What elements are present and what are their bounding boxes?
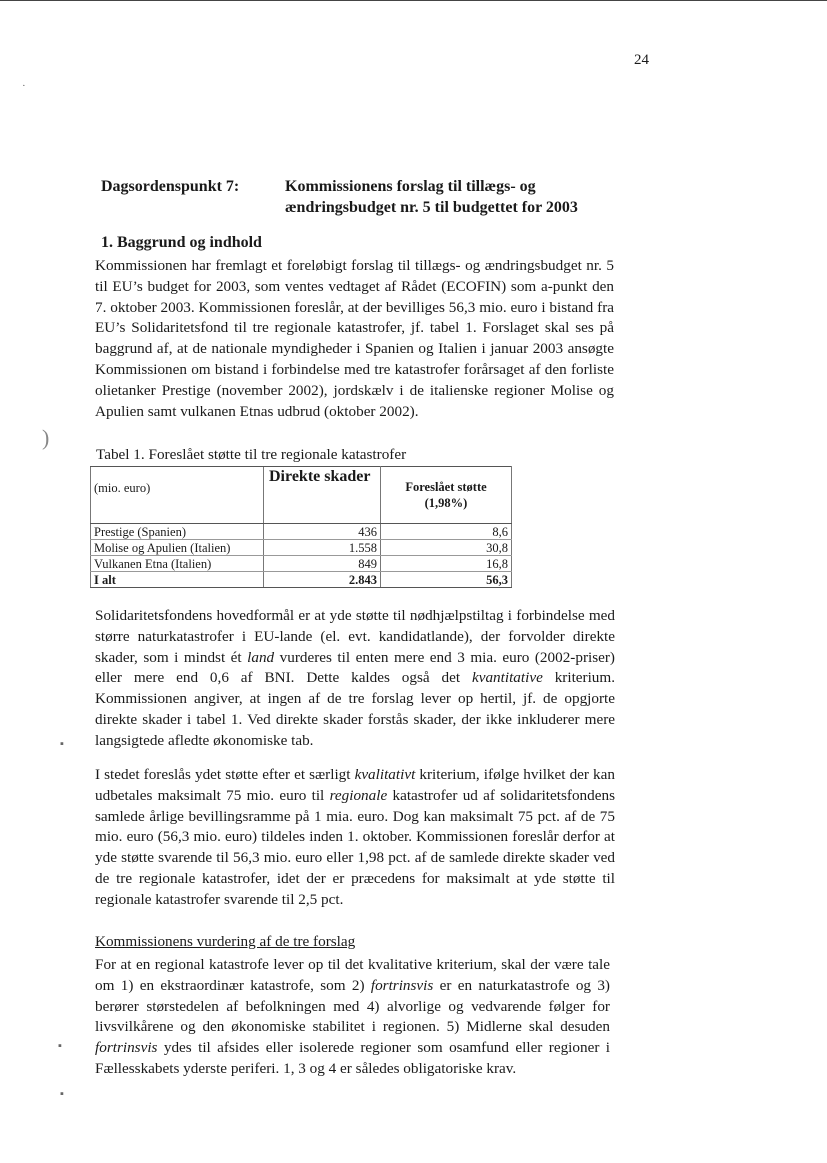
scan-artifact-bracket: ) (42, 425, 50, 450)
header-direct-damages: Direkte skader (269, 468, 371, 485)
header-direct-cell (264, 467, 381, 524)
table-row (91, 556, 512, 572)
header-support-cell (381, 467, 512, 524)
row-support: 16,8 (381, 556, 512, 572)
text-run: I stedet foreslås ydet støtte efter et særligt (95, 766, 355, 783)
table-header-row (91, 467, 512, 524)
header-unit-cell (91, 467, 264, 524)
row-label: Prestige (Spanien) (91, 524, 264, 540)
paragraph-main-purpose (95, 606, 615, 752)
agenda-title: Kommissionens forslag til tillægs- og ændringsbudget nr. 5 til budgettet for 2003 (285, 178, 578, 216)
emphasis-quantitative: kvantitative (471, 669, 543, 687)
row-direct: 436 (264, 524, 381, 540)
subsection-heading-assessment: Kommissionens vurdering af de tre forslag (95, 933, 356, 950)
emphasis-qualitative: kvalitativt (354, 766, 416, 783)
text-run: er en naturkatastrofe og 3) berører størstedelen af befolkningen med 4) alvorlige og vedvarende følger for livsvilkårene og den økonomiske stabilitet i regionen. 5) Midlerne skal desuden (95, 976, 610, 1036)
scan-artifact-mark: ▪ (60, 1088, 64, 1100)
row-label: Molise og Apulien (Italien) (91, 540, 264, 556)
row-label: Vulkanen Etna (Italien) (91, 556, 264, 572)
scan-artifact-mark: ▪ (58, 1040, 62, 1052)
paragraph-qualitative-criterion (95, 765, 615, 911)
emphasis-land: land (247, 648, 275, 666)
top-rule (0, 0, 827, 1)
support-table (90, 466, 512, 588)
agenda-label: Dagsordenspunkt 7: (101, 178, 240, 195)
text-run: ydes til afsides eller isolerede regioner som osamfund eller regioner i Fællesskabets yderste periferi. 1, 3 og 4 er således obligatoriske krav. (95, 1039, 610, 1077)
emphasis-regional: regionale (329, 786, 388, 804)
header-unit: (mio. euro) (94, 481, 151, 495)
text-run: katastrofer ud af solidaritetsfondens samlede årlige bevillingsramme på 1 mia. euro. Dog kan maksimalt 75 pct. af de 75 mio. euro (56,3 mio. euro) tildeles inden 1. oktober. Kommissionen foreslår derfor at yde støtte svarende til 56,3 mio. euro eller 1,98 pct. af de samlede direkte skader ved de tre regionale katastrofer, idet der er præcedens for maksimalt at yde støtte til regionale katastrofer svarende til 2,5 pct. (95, 786, 615, 908)
emphasis-preferably: fortrinsvis (95, 1039, 158, 1057)
table-row (91, 540, 512, 556)
paragraph-background: Kommissionen har fremlagt et foreløbigt forslag til tillægs- og ændringsbudget nr. 5 til EU’s budget for 2003, som ventes vedtaget af Rådet (ECOFIN) som a-punkt den 7. oktober 2003. Kommissionen foreslår, at der bevilliges 56,3 mio. euro i bistand fra EU’s Solidaritetsfond til tre regionale katastrofer, jf. tabel 1. Forslaget skal ses på baggrund af, at de nationale myndigheder i Spanien og Italien i januar 2003 ansøgte Kommissionen om bistand i forbindelse med tre katastrofer forårsaget af den forliste olietanker Prestige (november 2002), jordskælv i de italienske regioner Molise og Apulien samt vulkanen Etnas udbrud (oktober 2002). (95, 257, 614, 420)
scan-artifact-mark: · (22, 80, 26, 92)
text-run: Solidaritetsfondens hovedformål er at yde støtte til nødhjælpstiltag i forbindelse med større naturkatastrofer i EU-lande (el. evt. kandidatlande), der forvolder direkte skader, som i mindst ét (95, 607, 615, 666)
emphasis-preferably: fortrinsvis (370, 976, 434, 994)
scan-artifact-mark: ▪ (60, 738, 64, 750)
total-direct: 2.843 (264, 572, 381, 588)
text-run: For at en regional katastrofe lever op til det kvalitative kriterium, skal der være tale om 1) en ekstraordinær katastrofe, som 2) (95, 956, 610, 994)
text-run: vurderes til enten mere end 3 mia. euro (2002-priser) eller mere end 0,6 af BNI. Dette kaldes også det (95, 648, 615, 687)
header-proposed-support (384, 467, 508, 511)
row-direct: 849 (264, 556, 381, 572)
table-total-row (91, 572, 512, 588)
total-label: I alt (91, 572, 264, 588)
row-direct: 1.558 (264, 540, 381, 556)
header-support-line2: (1,98%) (424, 496, 468, 510)
row-support: 8,6 (381, 524, 512, 540)
table-row (91, 524, 512, 540)
header-support-line1: Foreslået støtte (405, 480, 487, 494)
total-support: 56,3 (381, 572, 512, 588)
paragraph-assessment (95, 955, 610, 1080)
row-support: 30,8 (381, 540, 512, 556)
page-number: 24 (634, 52, 649, 68)
text-run: kriterium, ifølge hvilket der kan udbetales maksimalt 75 mio. euro til (95, 766, 615, 804)
text-run: kriterium. Kommissionen angiver, at ingen af de tre forslag lever op hertil, jf. de opgjorte direkte skader i tabel 1. Ved direkte skader forstås skader, der ikke inkluderer mere langsigtede afledte økonomiske tab. (95, 669, 616, 749)
section-heading-background: 1. Baggrund og indhold (101, 234, 262, 251)
table-caption: Tabel 1. Foreslået støtte til tre regionale katastrofer (96, 446, 407, 463)
